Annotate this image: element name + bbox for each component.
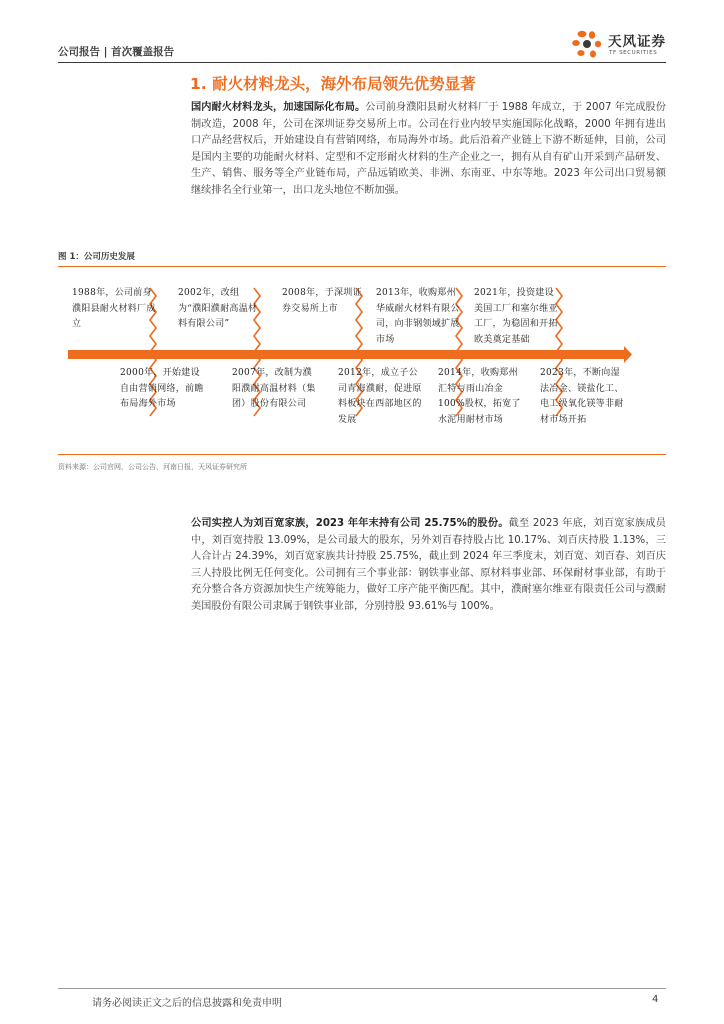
header-divider xyxy=(58,62,666,63)
timeline-event-2021: 2021年，投资建设美国工厂和塞尔维亚工厂，为稳固和开拓欧美奠定基础 xyxy=(474,288,558,345)
figure-source: 资料来源：公司官网，公司公告，河南日报，天风证券研究所 xyxy=(58,463,247,471)
report-type-label: 公司报告 | 首次覆盖报告 xyxy=(58,46,175,58)
timeline-event-1988: 1988年，公司前身濮阳县耐火材料厂成立 xyxy=(72,288,156,329)
timeline-event-2012: 2012年，成立子公司青海濮耐，促进原料板块在西部地区的发展 xyxy=(338,368,422,425)
timeline-event-2013: 2013年，收购郑州华威耐火材料有限公司，向非钢领域扩展市场 xyxy=(376,288,460,345)
section-title: 1. 耐火材料龙头，海外布局领先优势显著 xyxy=(190,75,476,93)
figure-title: 图 1：公司历史发展 xyxy=(58,252,135,262)
paragraph-lead: 国内耐火材料龙头，加速国际化布局。 xyxy=(191,102,366,113)
figure-top-rule xyxy=(58,266,666,267)
paragraph-body: 截至 2023 年底，刘百宽家族成员中，刘百宽持股 13.09%，是公司最大的股东，另外刘百春持股占比 10.17%、刘百庆持股 1.13%，三人合计占 24.39%，刘百宽家族共计持股 25.75%，截止到 2024 年三季度末，刘百宽、刘百春、刘百庆三人持股比例无任何变化。公司拥有三个事业部：钢铁事业部、原材料事业部、环保耐材事业部，有助于充分整合各方资源加快生产统筹能力，做好工序产能平衡匹配。其中，濮耐塞尔维亚有限责任公司与濮耐美国股份有限公司隶属于钢铁事业部，分别持股 93.61%与 100%。 xyxy=(191,518,666,612)
footer-disclaimer: 请务必阅读正文之后的信息披露和免责申明 xyxy=(92,998,282,1009)
timeline-event-2000: 2000年，开始建设自由营销网络，前瞻布局海外市场 xyxy=(120,368,204,409)
paragraph-company-overview xyxy=(191,100,666,200)
logo-name: 天风证券 xyxy=(608,34,666,50)
timeline-event-2007: 2007年，改制为濮阳濮耐高温材料（集团）股份有限公司 xyxy=(232,368,316,409)
page-number: 4 xyxy=(652,994,659,1005)
timeline-event-2014: 2014年，收购郑州汇特与雨山冶金100%股权，拓宽了水泥用耐材市场 xyxy=(438,368,521,425)
figure-bottom-rule xyxy=(58,454,666,455)
logo-subtitle: TF SECURITIES xyxy=(609,50,658,56)
timeline-event-2008: 2008年，于深圳证券交易所上市 xyxy=(282,288,362,314)
timeline-axis-arrowhead xyxy=(624,346,632,363)
timeline-event-2023: 2023年，不断向湿法冶金、镁盐化工、电工级氧化镁等非耐材市场开拓 xyxy=(540,368,624,425)
paragraph-body: 公司前身濮阳县耐火材料厂于 1988 年成立，于 2007 年完成股份制改造，2008 年，公司在深圳证券交易所上市。公司在行业内较早实施国际化战略，2000 年拥有进出口产品经营权后，开始建设自有营销网络，布局海外市场。此后沿着产业链上下游不断延伸，目前，公司是国内主要的功能耐火材料、定型和不定形耐火材料的生产企业之一，拥有从自有矿山开采到产品研发、生产、销售、服务等全产业链布局，产品远销欧美、非洲、东南亚、中东等地。2023 年公司出口贸易额继续排名全行业第一，出口龙头地位不断加强。 xyxy=(191,102,666,196)
paragraph-shareholders xyxy=(191,516,666,616)
timeline-event-2002: 2002年，改组为“濮阳濮耐高温材料有限公司” xyxy=(178,288,258,329)
paragraph-lead: 公司实控人为刘百宽家族，2023 年年末持有公司 25.75%的股份。 xyxy=(191,518,509,529)
footer-divider xyxy=(58,988,666,989)
